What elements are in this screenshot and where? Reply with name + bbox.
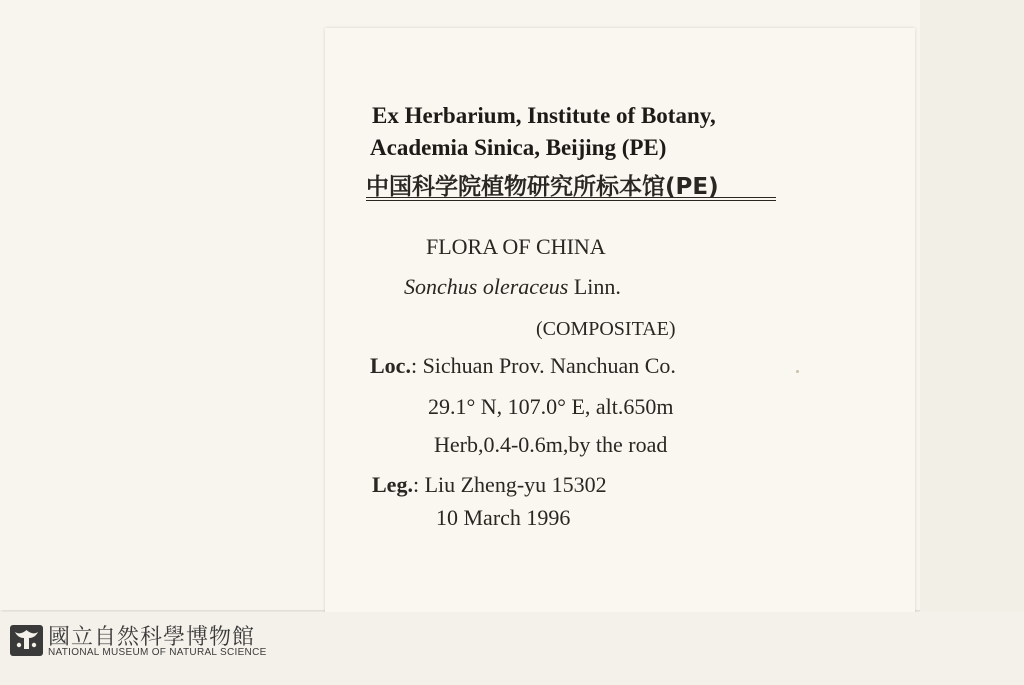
header-underline-1 (366, 197, 776, 198)
habitat-description: Herb,0.4-0.6m,by the road (434, 432, 668, 457)
sheet-edge (920, 0, 1024, 640)
locality-line-1 (370, 353, 676, 379)
header-line-2: Academia Sinica, Beijing (PE) (370, 135, 667, 160)
species-line (404, 274, 621, 300)
paper-speck (796, 370, 799, 373)
flora-title: FLORA OF CHINA (426, 234, 606, 259)
collection-date: 10 March 1996 (436, 505, 571, 530)
locality-text: : Sichuan Prov. Nanchuan Co. (410, 353, 676, 378)
family-name: (COMPOSITAE) (536, 318, 676, 340)
museum-name-cn: 國立自然科學博物館 (48, 625, 256, 650)
header-line-1: Ex Herbarium, Institute of Botany, (372, 103, 716, 128)
header-line-cn: 中国科学院植物研究所标本馆(PE) (366, 174, 719, 200)
species-name: Sonchus oleraceus (404, 274, 569, 299)
locality-coordinates: 29.1° N, 107.0° E, alt.650m (428, 394, 674, 419)
collector-label: Leg. (372, 472, 413, 497)
museum-name-en: NATIONAL MUSEUM OF NATURAL SCIENCE (48, 647, 267, 658)
species-author: Linn. (573, 274, 621, 299)
museum-logo-icon (10, 625, 43, 656)
locality-label: Loc. (370, 353, 411, 378)
collector-line-1 (372, 472, 607, 498)
collector-text: : Liu Zheng-yu 15302 (412, 472, 607, 497)
header-underline-2 (366, 200, 776, 201)
